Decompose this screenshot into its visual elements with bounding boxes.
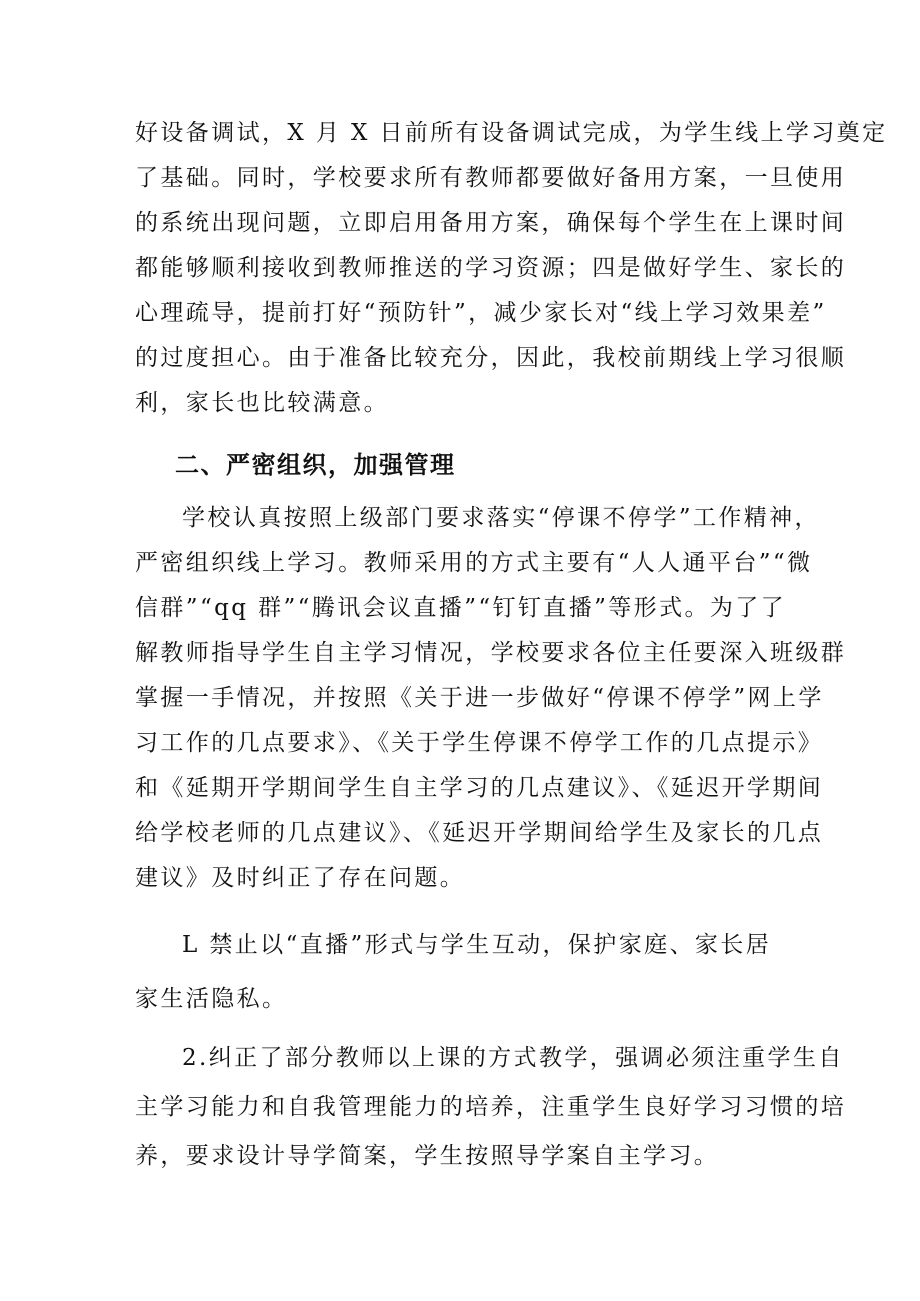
text-line: 的系统出现问题，立即启用备用方案，确保每个学生在上课时间: [135, 210, 847, 236]
text-line: 和《延期开学期间学生自主学习的几点建议》、《延迟开学期间: [135, 775, 824, 801]
text-line: 掌握一手情况，并按照《关于进一步做好“停课不停学”网上学: [135, 685, 824, 711]
text-line: 解教师指导学生自主学习情况，学校要求各位主任要深入班级群: [135, 640, 847, 666]
text-line: 建议》及时纠正了存在问题。: [135, 865, 466, 891]
text-line: 好设备调试，X 月 X 日前所有设备调试完成，为学生线上学习奠定: [135, 120, 888, 146]
text-line: 的过度担心。由于准备比较充分，因此，我校前期线上学习很顺: [135, 345, 847, 371]
text-line: 学校认真按照上级部门要求落实“停课不停学”工作精神，: [182, 505, 820, 531]
text-line: 了基础。同时，学校要求所有教师都要做好备用方案，一旦使用: [135, 165, 847, 191]
text-line: 养，要求设计导学简案，学生按照导学案自主学习。: [135, 1143, 720, 1169]
text-line: 利，家长也比较满意。: [135, 390, 389, 416]
text-line: 都能够顺利接收到教师推送的学习资源；四是做好学生、家长的: [135, 255, 847, 281]
text-line: 给学校老师的几点建议》、《延迟开学期间给学生及家长的几点: [135, 820, 824, 846]
section-heading: 二、严密组织，加强管理: [175, 451, 456, 479]
text-line: 严密组织线上学习。教师采用的方式主要有“人人通平台”“微: [135, 550, 813, 576]
text-line: 家生活隐私。: [135, 986, 288, 1012]
text-line: 2.纠正了部分教师以上课的方式教学，强调必须注重学生自: [182, 1045, 844, 1071]
text-line: L 禁止以“直播”形式与学生互动，保护家庭、家长居: [182, 932, 772, 958]
text-line: 信群”“qq 群”“腾讯会议直播”“钉钉直播”等形式。为了了: [135, 595, 787, 621]
text-line: 主学习能力和自我管理能力的培养，注重学生良好学习习惯的培: [135, 1094, 847, 1120]
text-line: 习工作的几点要求》、《关于学生停课不停学工作的几点提示》: [135, 730, 824, 756]
text-line: 心理疏导，提前打好“预防针”，减少家长对“线上学习效果差”: [135, 300, 827, 326]
